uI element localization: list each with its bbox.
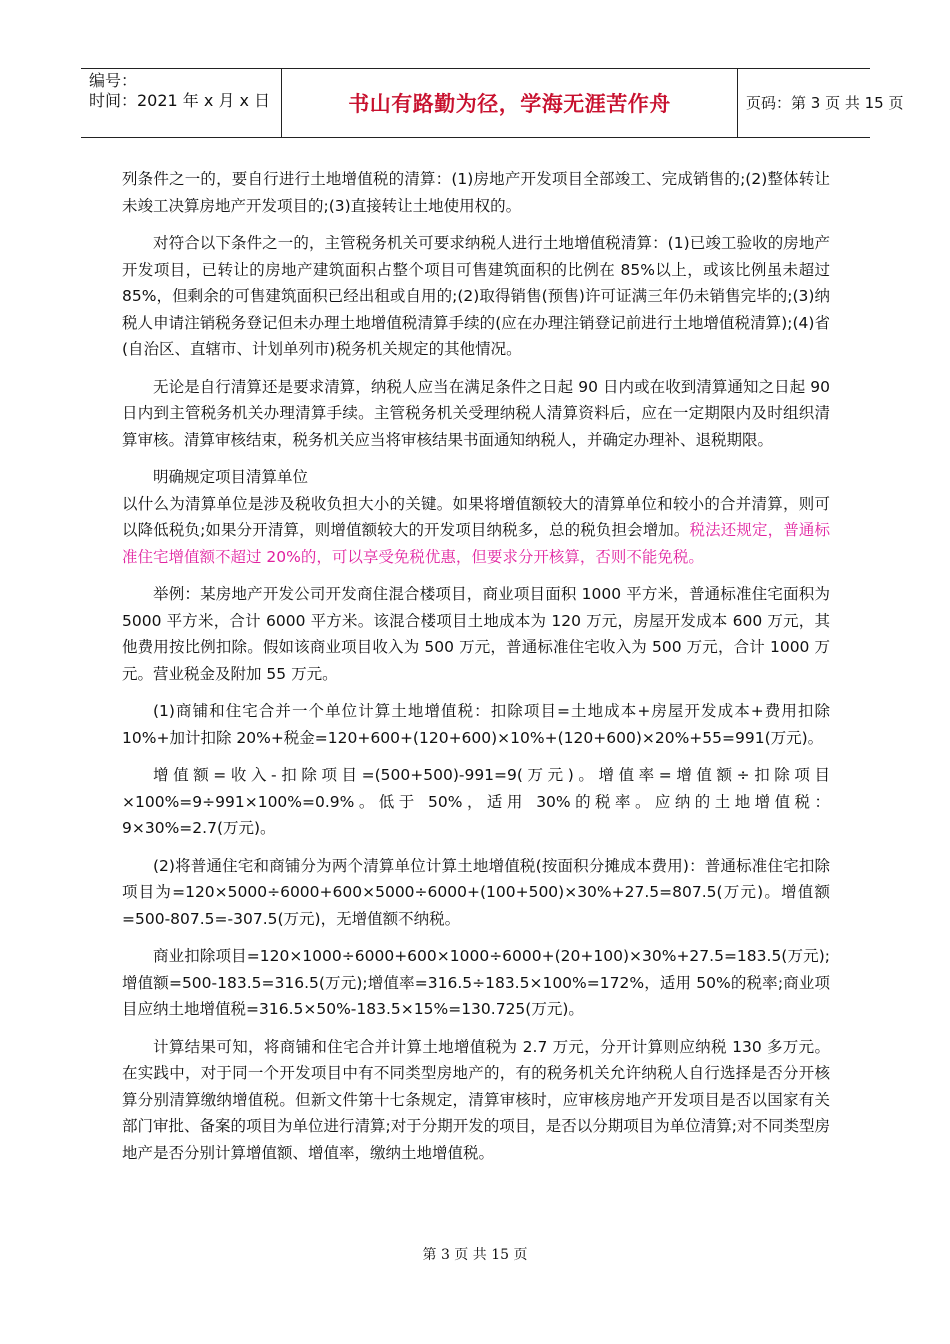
paragraph: (2)将普通住宅和商铺分为两个清算单位计算土地增值税(按面积分摊成本费用)：普通标准住宅扣除项目为=120×5000÷6000+600×5000÷6000+(100+500)×30%+27.5=807.5(万元)。增值额=500-807.5=-307.5(万元)，无增值额不纳税。 xyxy=(122,856,830,928)
paragraph-text: 以什么为清算单位是涉及税收负担大小的关键。如果将增值额较大的清算单位和较小的合并清算，则可以降低税负;如果分开清算，则增值额较大的开发项目纳税多，总的税负担会增加。 xyxy=(122,494,830,539)
header-meta-cell xyxy=(81,69,282,137)
document-body xyxy=(122,166,830,1177)
document-date-label: 时间：2021 年 x 月 x 日 xyxy=(89,91,271,110)
paragraph: (1)商铺和住宅合并一个单位计算土地增值税：扣除项目=土地成本+房屋开发成本+费用扣除 10%+加计扣除 20%+税金=120+600+(120+600)×10%+(120+600)×20%+55=991(万元)。 xyxy=(122,702,830,747)
paragraph: 举例：某房地产开发公司开发商住混合楼项目，商业项目面积 1000 平方米，普通标准住宅面积为 5000 平方米，合计 6000 平方米。该混合楼项目土地成本为 120 万元，房屋开发成本 600 万元，其他费用按比例扣除。假如该商业项目收入为 500 万元，普通标准住宅收入为 500 万元，合计 1000 万元。营业税金及附加 55 万元。 xyxy=(122,585,830,683)
paragraph: 无论是自行清算还是要求清算，纳税人应当在满足条件之日起 90 日内或在收到清算通知之日起 90 日内到主管税务机关办理清算手续。主管税务机关受理纳税人清算资料后，应在一定期限内及时组织清算审核。清算审核结束，税务机关应当将审核结果书面通知纳税人，并确定办理补、退税期限。 xyxy=(122,377,830,449)
paragraph: 列条件之一的，要自行进行土地增值税的清算：(1)房地产开发项目全部竣工、完成销售的;(2)整体转让未竣工决算房地产开发项目的;(3)直接转让土地使用权的。 xyxy=(122,170,830,215)
page-footer: 第 3 页 共 15 页 xyxy=(422,1247,528,1263)
highlighted-text: 税法还规定，普通标准住宅增值额不超过 20%的，可以享受免税优惠，但要求分开核算，否则不能免税。 xyxy=(122,521,830,566)
paragraph: 对符合以下条件之一的，主管税务机关可要求纳税人进行土地增值税清算：(1)已竣工验收的房地产开发项目，已转让的房地产建筑面积占整个项目可售建筑面积的比例在 85%以上，或该比例虽未超过 85%，但剩余的可售建筑面积已经出租或自用的;(2)取得销售(预售)许可证满三年仍未销售完毕的;(3)纳税人申请注销税务登记但未办理土地增值税清算手续的(应在办理注销登记前进行土地增值税清算);(4)省(自治区、直辖市、计划单列市)税务机关规定的其他情况。 xyxy=(122,234,830,358)
paragraph: 增值额=收入-扣除项目=(500+500)-991=9(万元)。增值率=增值额÷扣除项目×100%=9÷991×100%=0.9%。低于 50%，适用 30%的税率。应纳的土地增值税：9×30%=2.7(万元)。 xyxy=(122,766,830,837)
paragraph: 商业扣除项目=120×1000÷6000+600×1000÷6000+(20+100)×30%+27.5=183.5(万元);增值额=500-183.5=316.5(万元);增值率=316.5÷183.5×100%=172%，适用 50%的税率;商业项目应纳土地增值税=316.5×50%-183.5×15%=130.725(万元)。 xyxy=(122,947,830,1018)
document-number-label: 编号： xyxy=(89,71,138,90)
header-page-cell xyxy=(738,69,904,137)
paragraph: 计算结果可知，将商铺和住宅合并计算土地增值税为 2.7 万元，分开计算则应纳税 130 多万元。在实践中，对于同一个开发项目中有不同类型房地产的，有的税务机关允许纳税人自行选择是否分开核算分别清算缴纳增值税。但新文件第十七条规定，清算审核时，应审核房地产开发项目是否以国家有关部门审批、备案的项目为单位进行清算;对于分期开发的项目，是否以分期项目为单位清算;对不同类型房地产是否分别计算增值额、增值率，缴纳土地增值税。 xyxy=(122,1037,830,1162)
header-page-number: 页码：第 3 页 共 15 页 xyxy=(746,94,904,112)
header-motto-cell xyxy=(282,69,738,137)
header-motto: 书山有路勤为径，学海无涯苦作舟 xyxy=(348,92,671,116)
paragraph xyxy=(122,491,830,571)
page-header xyxy=(81,68,904,138)
section-heading: 明确规定项目清算单位 xyxy=(153,468,309,486)
